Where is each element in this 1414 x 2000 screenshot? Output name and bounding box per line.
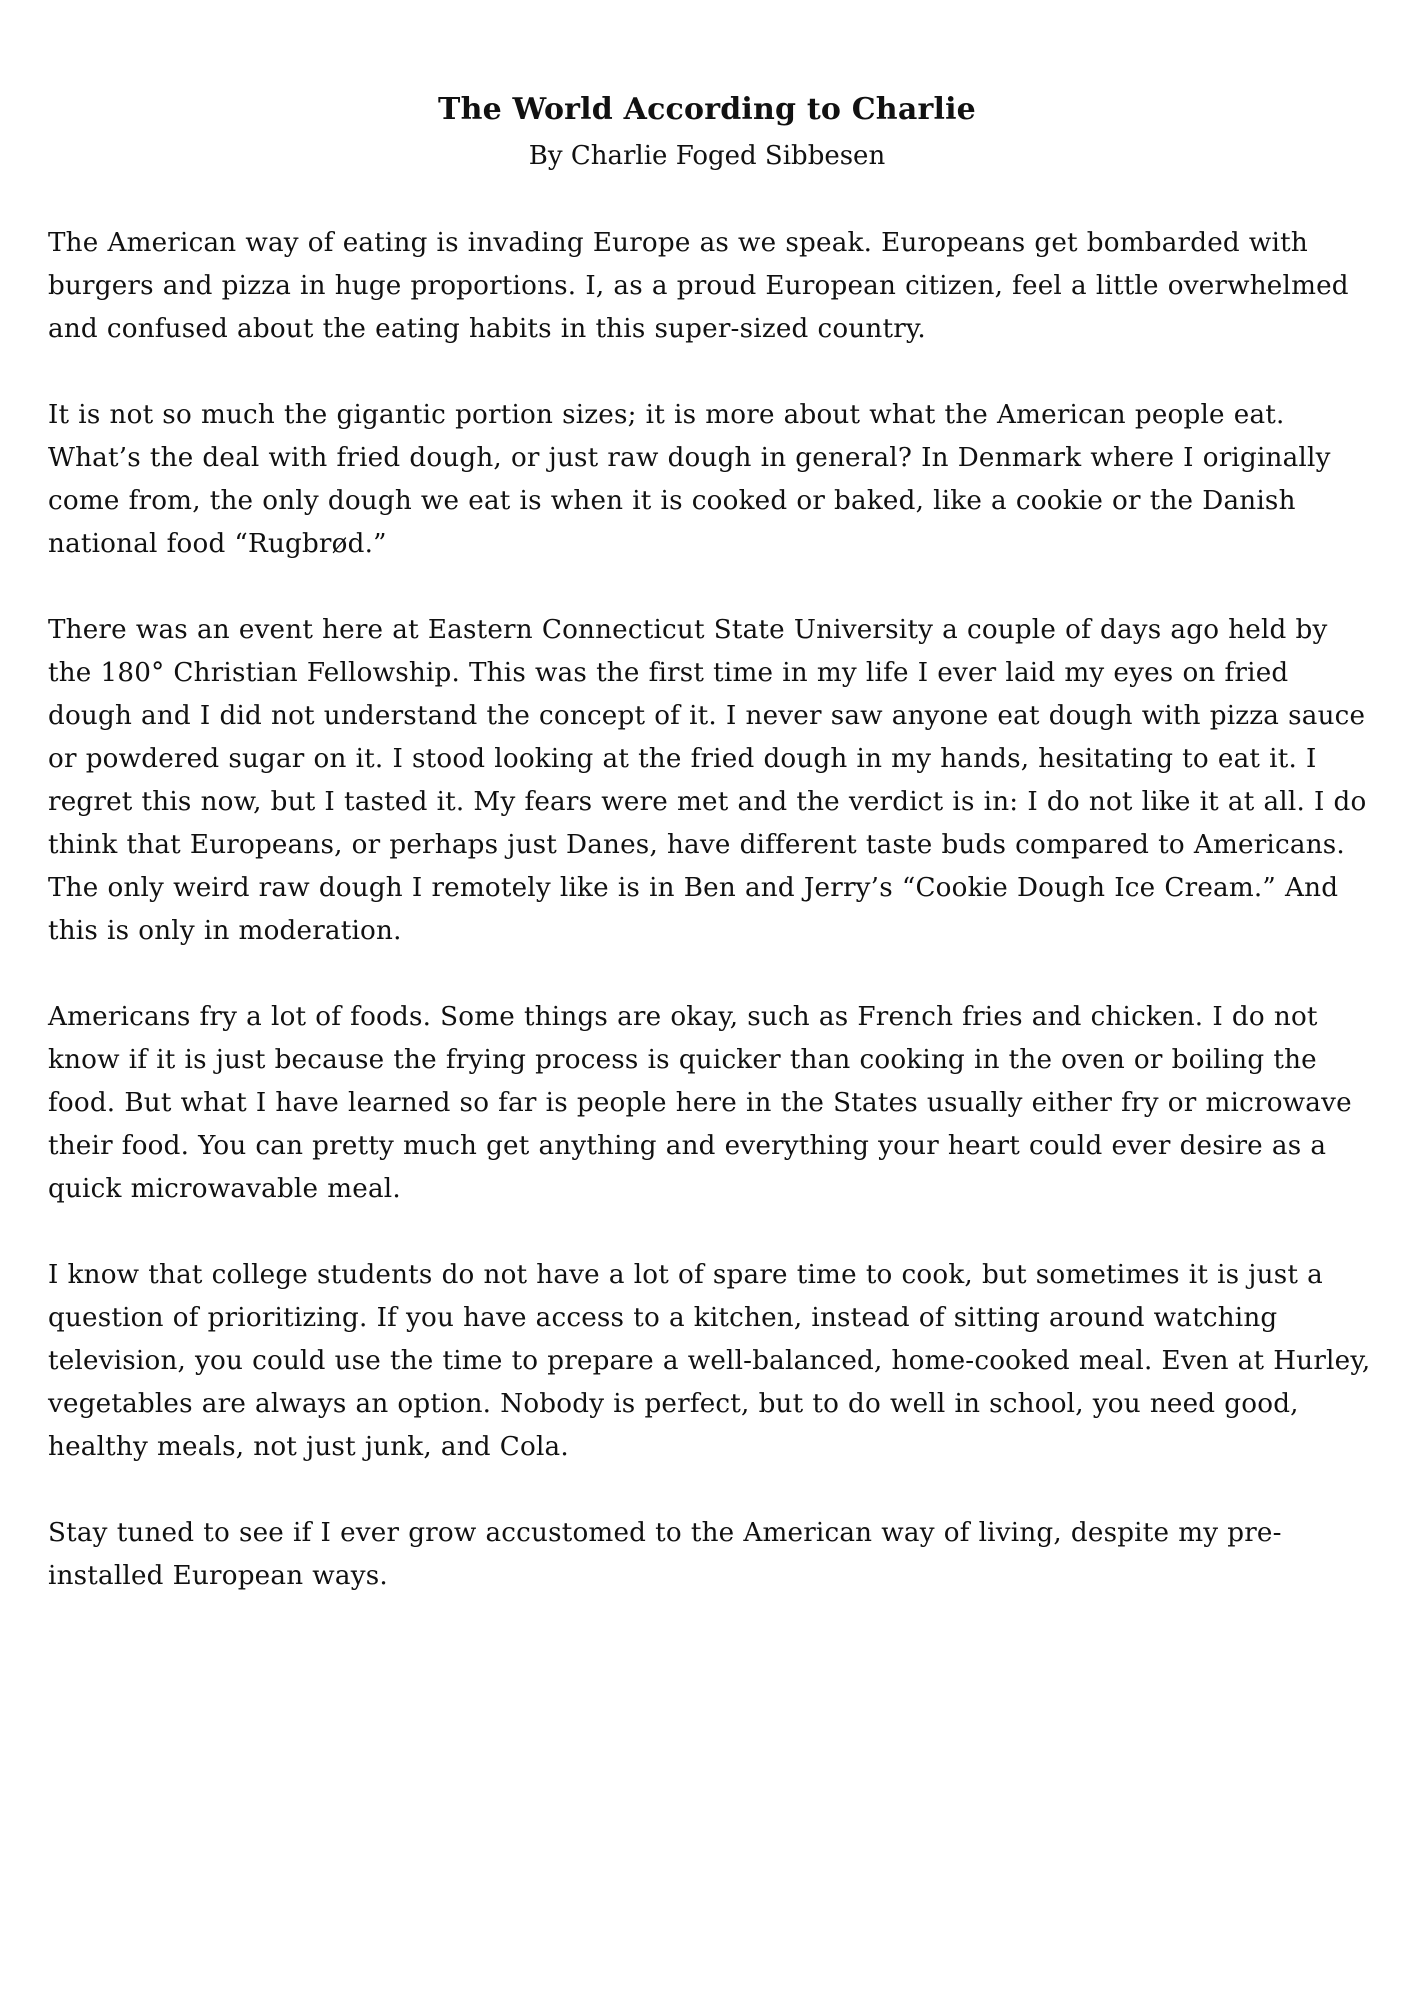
paragraph: Stay tuned to see if I ever grow accustomed to the American way of living, despite my pre-installed European ways. xyxy=(48,1518,1282,1591)
article-body xyxy=(48,222,1378,1641)
paragraph: Americans fry a lot of foods. Some things are okay, such as French fries and chicken. I do not know if it is just because the frying process is quicker than cooking in the oven or boiling the food. But what I have learned so far is people here in the States usually either fry or microwave their food. You can pretty much get anything and everything your heart could ever desire as a quick microwavable meal. xyxy=(48,1002,1352,1204)
article-byline: By Charlie Foged Sibbesen xyxy=(528,141,886,171)
article-header xyxy=(0,88,1414,174)
paragraph: It is not so much the gigantic portion sizes; it is more about what the American people eat. What’s the deal with fried dough, or just raw dough in general? In Denmark where I originally come from, the only dough we eat is when it is cooked or baked, like a cookie or the Danish national food “Rugbrød.” xyxy=(48,400,1331,559)
paragraph: There was an event here at Eastern Connecticut State University a couple of days ago held by the 180° Christian Fellowship. This was the first time in my life I ever laid my eyes on fried dough and I did not understand the concept of it. I never saw anyone eat dough with pizza sauce or powdered sugar on it. I stood looking at the fried dough in my hands, hesitating to eat it. I regret this now, but I tasted it. My fears were met and the verdict is in: I do not like it at all. I do think that Europeans, or perhaps just Danes, have different taste buds compared to Americans. The only weird raw dough I remotely like is in Ben and Jerry’s “Cookie Dough Ice Cream.” And this is only in moderation. xyxy=(48,615,1367,946)
paragraph: The American way of eating is invading Europe as we speak. Europeans get bombarded with burgers and pizza in huge proportions. I, as a proud European citizen, feel a little overwhelmed and confused about the eating habits in this super-sized country. xyxy=(48,228,1349,344)
article-title: The World According to Charlie xyxy=(438,92,976,127)
paragraph: I know that college students do not have a lot of spare time to cook, but sometimes it is just a question of prioritizing. If you have access to a kitchen, instead of sitting around watching television, you could use the time to prepare a well-balanced, home-cooked meal. Even at Hurley, vegetables are always an option. Nobody is perfect, but to do well in school, you need good, healthy meals, not just junk, and Cola. xyxy=(48,1260,1371,1462)
